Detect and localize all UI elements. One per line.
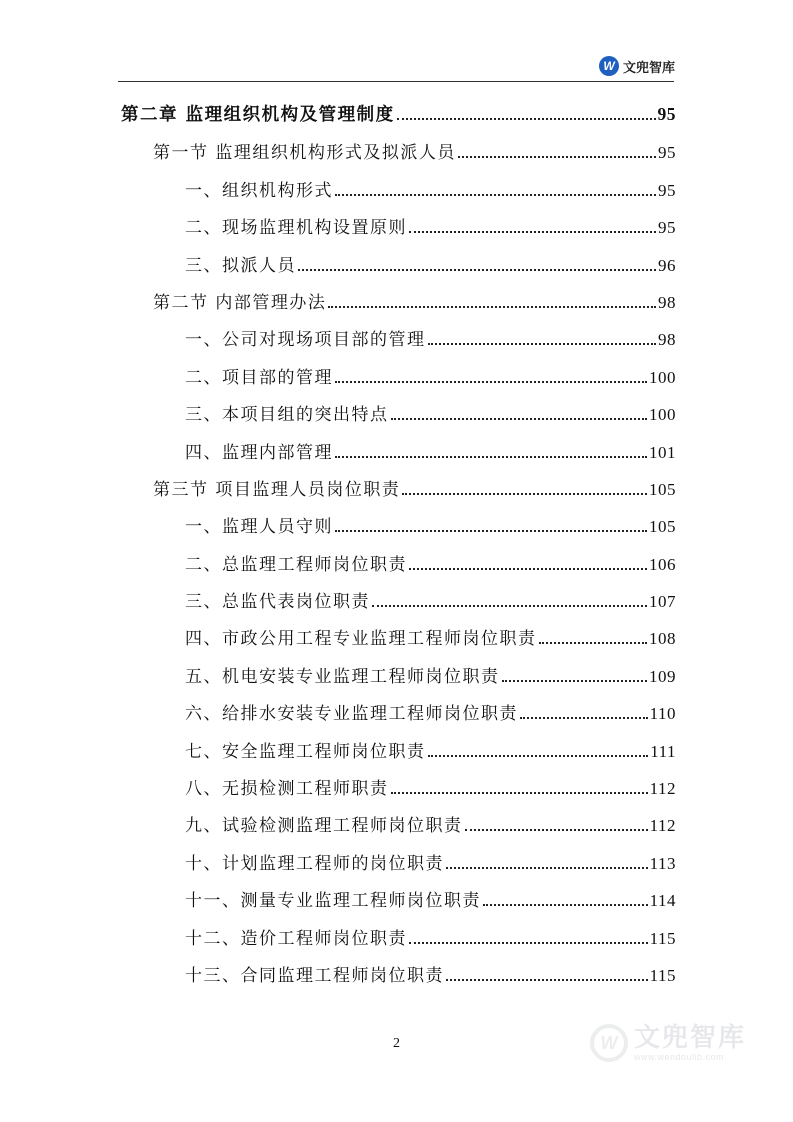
toc-entry-page: 112 bbox=[649, 816, 676, 836]
toc-entry[interactable] bbox=[121, 325, 676, 362]
toc-entry-page: 115 bbox=[649, 965, 676, 985]
toc-dot-leader bbox=[465, 829, 648, 831]
toc-entry-page: 95 bbox=[658, 218, 676, 238]
toc-entry[interactable] bbox=[121, 811, 676, 848]
toc-entry-page: 98 bbox=[658, 292, 676, 312]
toc-entry-page: 95 bbox=[658, 143, 676, 163]
toc-entry-label: 十三、合同监理工程师岗位职责 bbox=[185, 965, 444, 986]
toc-entry-page: 110 bbox=[649, 704, 676, 724]
toc-entry[interactable] bbox=[121, 213, 676, 250]
toc-entry[interactable] bbox=[121, 251, 676, 288]
toc-entry-page: 101 bbox=[649, 442, 676, 462]
toc-dot-leader bbox=[446, 979, 648, 981]
logo-icon: W bbox=[599, 56, 619, 76]
toc-entry-label: 三、总监代表岗位职责 bbox=[185, 592, 370, 613]
toc-dot-leader bbox=[409, 942, 648, 944]
toc-dot-leader bbox=[335, 194, 656, 196]
toc-entry-label: 三、拟派人员 bbox=[185, 255, 296, 276]
toc-entry-label: 第一节 监理组织机构形式及拟派人员 bbox=[153, 143, 456, 164]
toc-entry[interactable] bbox=[121, 400, 676, 437]
toc-dot-leader bbox=[298, 269, 656, 271]
toc-entry[interactable] bbox=[121, 138, 676, 175]
toc-entry-page: 106 bbox=[649, 554, 676, 574]
toc-entry-page: 109 bbox=[649, 666, 676, 686]
toc-entry-label: 四、市政公用工程专业监理工程师岗位职责 bbox=[185, 629, 537, 650]
toc-entry-label: 三、本项目组的突出特点 bbox=[185, 405, 389, 426]
toc-dot-leader bbox=[391, 418, 648, 420]
toc-entry-label: 一、监理人员守则 bbox=[185, 517, 333, 538]
toc-entry-page: 95 bbox=[657, 104, 676, 124]
toc-entry[interactable] bbox=[121, 849, 676, 886]
toc-entry-label: 七、安全监理工程师岗位职责 bbox=[185, 741, 426, 762]
toc-dot-leader bbox=[335, 456, 647, 458]
watermark-title: 文兜智库 bbox=[634, 1023, 747, 1053]
toc-dot-leader bbox=[391, 792, 648, 794]
toc-dot-leader bbox=[402, 493, 647, 495]
toc-entry-page: 111 bbox=[650, 741, 676, 761]
toc-dot-leader bbox=[372, 605, 647, 607]
toc-entry-label: 二、项目部的管理 bbox=[185, 367, 333, 388]
toc-entry[interactable] bbox=[121, 512, 676, 549]
toc-entry-label: 五、机电安装专业监理工程师岗位职责 bbox=[185, 666, 500, 687]
watermark-url: www.wendoulib.com bbox=[634, 1052, 725, 1062]
toc-entry-page: 108 bbox=[649, 629, 676, 649]
toc-entry[interactable] bbox=[121, 438, 676, 475]
toc-dot-leader bbox=[409, 568, 647, 570]
toc-entry[interactable] bbox=[121, 886, 676, 923]
toc-entry-label: 八、无损检测工程师职责 bbox=[185, 779, 389, 800]
toc-dot-leader bbox=[335, 530, 647, 532]
toc-entry[interactable] bbox=[121, 737, 676, 774]
toc-entry[interactable] bbox=[121, 587, 676, 624]
toc-entry-label: 二、现场监理机构设置原则 bbox=[185, 218, 407, 239]
toc-dot-leader bbox=[397, 118, 656, 120]
toc-entry-page: 98 bbox=[658, 330, 676, 350]
toc-dot-leader bbox=[409, 231, 656, 233]
logo-text: 文兜智库 bbox=[622, 60, 675, 76]
toc-entry-label: 第二章 监理组织机构及管理制度 bbox=[121, 105, 395, 125]
toc-entry-label: 四、监理内部管理 bbox=[185, 442, 333, 463]
toc-entry[interactable] bbox=[121, 699, 676, 736]
toc-entry-page: 112 bbox=[649, 779, 676, 799]
toc-entry-page: 100 bbox=[649, 405, 676, 425]
toc-dot-leader bbox=[458, 156, 656, 158]
toc-dot-leader bbox=[502, 680, 648, 682]
toc-entry[interactable] bbox=[121, 774, 676, 811]
toc-entry[interactable] bbox=[121, 662, 676, 699]
toc-dot-leader bbox=[428, 755, 649, 757]
header-divider bbox=[118, 81, 674, 82]
toc-entry-label: 十一、测量专业监理工程师岗位职责 bbox=[185, 891, 481, 912]
toc-entry-page: 107 bbox=[649, 592, 676, 612]
toc-entry-label: 六、给排水安装专业监理工程师岗位职责 bbox=[185, 704, 518, 725]
toc-dot-leader bbox=[446, 867, 648, 869]
toc-entry[interactable] bbox=[121, 550, 676, 587]
toc-entry-label: 九、试验检测监理工程师岗位职责 bbox=[185, 816, 463, 837]
toc-entry-label: 二、总监理工程师岗位职责 bbox=[185, 554, 407, 575]
toc-entry-label: 十、计划监理工程师的岗位职责 bbox=[185, 853, 444, 874]
toc-dot-leader bbox=[539, 642, 648, 644]
toc-dot-leader bbox=[428, 343, 657, 345]
toc-entry[interactable] bbox=[121, 924, 676, 961]
toc-entry-page: 105 bbox=[649, 479, 676, 499]
toc-entry[interactable] bbox=[121, 176, 676, 213]
toc-entry-label: 第二节 内部管理办法 bbox=[153, 292, 327, 313]
toc-entry-page: 100 bbox=[649, 367, 676, 387]
toc-dot-leader bbox=[328, 306, 656, 308]
toc-entry-label: 一、组织机构形式 bbox=[185, 180, 333, 201]
header-logo bbox=[599, 56, 675, 76]
toc-entry[interactable] bbox=[121, 624, 676, 661]
toc-entry-page: 96 bbox=[658, 255, 676, 275]
table-of-contents bbox=[121, 101, 676, 998]
toc-entry[interactable] bbox=[121, 288, 676, 325]
toc-dot-leader bbox=[520, 717, 648, 719]
toc-entry-page: 105 bbox=[649, 517, 676, 537]
toc-entry-page: 95 bbox=[658, 180, 676, 200]
toc-entry-label: 十二、造价工程师岗位职责 bbox=[185, 928, 407, 949]
watermark bbox=[590, 1024, 746, 1062]
toc-entry-page: 115 bbox=[649, 928, 676, 948]
toc-entry[interactable] bbox=[121, 101, 676, 138]
toc-entry-page: 113 bbox=[649, 853, 676, 873]
toc-entry[interactable] bbox=[121, 475, 676, 512]
toc-dot-leader bbox=[335, 381, 647, 383]
toc-entry[interactable] bbox=[121, 363, 676, 400]
watermark-logo-icon: W bbox=[590, 1024, 628, 1062]
toc-dot-leader bbox=[483, 904, 648, 906]
toc-entry-label: 第三节 项目监理人员岗位职责 bbox=[153, 479, 401, 500]
toc-entry-label: 一、公司对现场项目部的管理 bbox=[185, 330, 426, 351]
toc-entry[interactable] bbox=[121, 961, 676, 998]
page-number: 2 bbox=[393, 1036, 400, 1051]
toc-entry-page: 114 bbox=[649, 891, 676, 911]
